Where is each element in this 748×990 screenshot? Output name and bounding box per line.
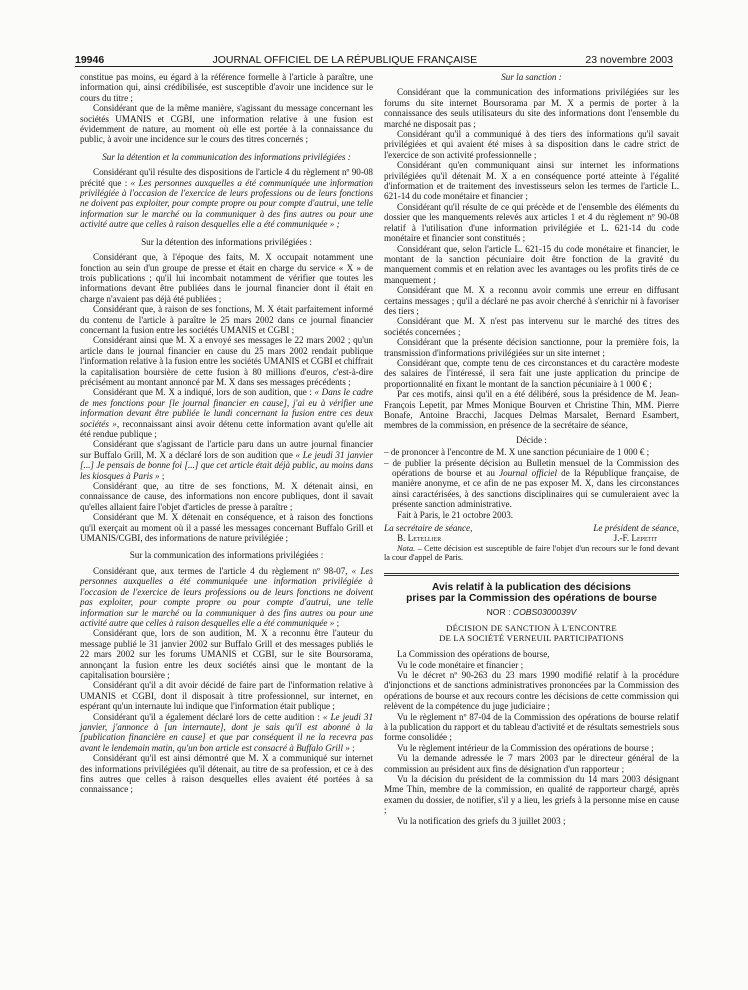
text: – de publier la présente décision au Bulletin mensuel de la Commission des opérations de bourse et au [384, 457, 679, 479]
notice-title [384, 582, 679, 605]
quote: « Les personnes auxquelles a été communiquée une information privilégiée à l'occasion de l'exercice de leurs professions ou de leurs fonctions ne doivent pas exploiter, pour compte propre ou pour compte d'autrui, une telle information sur le marché ou la communiquer à des fins autres ou pour une activité autre que celles à raison desquelles elle a été communiquée » ; [80, 177, 373, 230]
paragraph: Considérant que la communication des informations privilégiées sur les forums du site internet Boursorama par M. X a permis de porter à la connaissance des seuls utilisateurs du site des informations dont l'ensemble du marché ne disposait pas ; [384, 87, 679, 129]
visa: Vu la décision du président de la commission du 14 mars 2003 désignant Mme Thin, membre de la commission, en qualité de rapporteur chargé, après examen du dossier, de notifier, s'il y a lieu, les griefs à la personne mise en cause ; [384, 773, 679, 816]
secretary-title: La secrétaire de séance, [384, 523, 473, 534]
text: Considérant que M. X a indiqué, lors de son audition, que : [93, 387, 315, 398]
paragraph [80, 439, 373, 481]
decision-title-line: DE LA SOCIÉTÉ VERNEUIL PARTICIPATIONS [439, 633, 624, 644]
quote: « Le jeudi 31 janvier, j'annonce à [un internaute], dont je sais qu'il est abonné à la [publication financière en cause] et que par conséquent il ne la recevra pas avant le lendemain matin, qu'un bon article est consacré à Buffalo Grill » [80, 711, 374, 753]
journal-name: Journal officiel [499, 468, 557, 479]
paragraph: Considérant que M. X détenait en conséquence, et à raison des fonctions qu'il exerçait au moment où il a passé les messages concernant Buffalo Grill et UMANIS/CGBI, des informations de nature privilégiée ; [80, 512, 373, 544]
section-heading: Sur la détention et la communication des informations privilégiées : [102, 151, 351, 162]
text: ; [334, 617, 340, 628]
signature-names [384, 533, 679, 543]
quote: « Dans le cadre de mes fonctions pour [le journal financier en cause], j'ai eu à vérifier une information devant être publiée le lundi concernant la fusion entre ces deux sociétés » [80, 387, 373, 429]
decision-title [384, 623, 679, 643]
text: ; [159, 470, 165, 481]
decision-title-line: DÉCISION DE SANCTION À L'ENCONTRE [446, 623, 617, 634]
paragraph: Considérant que, lors de son audition, M. X a reconnu être l'auteur du message publié le 31 janvier 2002 sur Buffalo Grill et des messages publiés le 22 mars 2002 sur les forums UMANIS et CGBI, sur le site Boursorama, annonçant la fusion entre les deux sociétés ainsi que le montant de la capitalisation boursière ; [80, 628, 373, 680]
paragraph [80, 566, 373, 628]
page-header [75, 48, 673, 66]
quote: « Les personnes auxquelles a été communiquée une information privilégiée à l'occasion de l'exercice de leurs professions ou de leurs fonctions ne doivent pas exploiter, pour compte propre ou pour compte d'autrui, une telle information sur le marché ou la communiquer à des fins autres ou pour une activité autre que celles à raison desquelles elle a été communiquée » [80, 565, 373, 628]
signature-titles [384, 523, 679, 533]
section-heading: Sur la communication des informations privilégiées : [129, 550, 324, 561]
paragraph: Considérant que, compte tenu de ces circonstances et du caractère modeste des salaires de l'intéressé, il sera fait une juste application du principe de proportionnalité en fixant le montant de la sanction pécuniaire à 1 000 € ; [384, 357, 679, 389]
text: ; [349, 742, 355, 753]
place-date: Fait à Paris, le 21 octobre 2003. [397, 509, 514, 520]
paragraph: Considérant qu'il résulte de ce qui précède et de l'ensemble des éléments du dossier que les manquements relevés aux articles 1 et 4 du règlement nº 90-08 relatif à l'utilisation d'une information privilégiée et L. 621-14 du code monétaire et financier sont constitués ; [384, 201, 679, 244]
decision-item [384, 458, 679, 510]
decide-heading: Décide : [516, 434, 547, 445]
nota [384, 544, 679, 563]
paragraph: Considérant que, à raison de ses fonctions, M. X était parfaitement informé du contenu de l'article à paraître le 25 mars 2002 dans ce journal financier concernant la fusion entre les sociétés UMANIS et CGBI ; [80, 304, 373, 335]
paragraph: Considérant que la présente décision sanctionne, pour la première fois, la transmission d'informations privilégiées sur un site internet ; [384, 337, 679, 358]
decision-item: – de prononcer à l'encontre de M. X une sanction pécuniaire de 1 000 € ; [384, 447, 650, 458]
page-number: 19946 [75, 54, 105, 66]
paragraph: Considérant que M. X n'est pas intervenu sur le marché des titres des sociétés concernées ; [384, 316, 679, 337]
secretary-name: B. Letellier [397, 533, 442, 544]
paragraph [80, 387, 373, 439]
paragraph [80, 712, 373, 754]
visa: La Commission des opérations de bourse, [397, 649, 550, 660]
text: Considérant que s'agissant de l'article paru dans un autre journal financier sur Buffalo Grill, M. X a déclaré lors de son audition que [80, 439, 373, 460]
paragraph: Considérant que, à l'époque des faits, M. X occupait notamment une fonction au sein d'un groupe de presse et était en charge du service « X » de trois publications ; qu'il lui incombait notamment de vérifier que toutes les informations devant être publiées dans le journal financier dont il était en charge n'avaient pas déjà été publiées ; [80, 252, 373, 304]
section-heading: Sur la détention des informations privilégiées : [141, 236, 312, 247]
paragraph: Par ces motifs, ainsi qu'il en a été délibéré, sous la présidence de M. Jean-François Lepetit, par Mmes Monique Bourven et Christine Thin, MM. Pierre Bonafe, Antoine Bracchi, Jacques Delmas Marsalet, Bernard Esambert, membres de la commission, en présence de la secrétaire de séance, [384, 389, 679, 431]
paragraph: Considérant qu'il a dit avoir décidé de faire part de l'information relative à UMANIS et CGBI, dont il disposait à titre professionnel, sur internet, en espérant qu'un internaute lui indique que l'information était publique ; [80, 680, 373, 712]
nota-label: Nota. [397, 543, 416, 553]
section-separator [384, 573, 679, 576]
text: Considérant que, aux termes de l'article 4 du règlement nº 98-07, [93, 565, 352, 576]
paragraph: Considérant qu'il a communiqué à des tiers des informations qu'il savait privilégiées et qui avaient été mises à sa disposition dans le cadre strict de l'exercice de son activité professionnelle ; [384, 129, 679, 160]
president-name: J.-F. Lepetit [613, 533, 657, 544]
visa: Vu la demande adressée le 7 mars 2003 par le directeur général de la commission au président aux fins de désignation d'un rapporteur ; [384, 753, 679, 774]
visa: Vu le décret nº 90-263 du 23 mars 1990 modifié relatif à la procédure d'injonctions et de sanctions administratives prononcées par la Commission des opérations de bourse et aux recours contre les décisions de cette commission qui relèvent de la compétence du juge judiciaire ; [384, 669, 679, 712]
nor-code: COBS0300039V [512, 606, 577, 617]
paragraph: Considérant ainsi que M. X a envoyé ses messages le 22 mars 2002 ; qu'un article dans le journal financier en cause du 25 mars 2002 rendait publique l'information relative à la fusion entre les sociétés UMANIS et CGBI et chiffrait la capitalisation boursière de cette fusion à 80 millions d'euros, c'est-à-dire précisément au montant annoncé par M. X dans ses messages précédents ; [80, 335, 373, 387]
quote: « Le jeudi 31 janvier [...] Je pensais de bonne foi [...] que cet article était déjà public, au moins dans les kiosques à Paris » [80, 449, 374, 481]
text: de la République française, de manière anonyme, et ce afin de ne pas exposer M. X, dans les circonstances ainsi caractérisées, à des sanctions disciplinaires qui se cumuleraient avec la présente sanction administrative. [392, 468, 680, 510]
visa: Vu le code monétaire et financier ; [397, 659, 524, 670]
paragraph: constitue pas moins, eu égard à la référence formelle à l'article à paraître, une information qui, ainsi crédibilisée, est susceptible d'avoir une incidence sur le cours du titre ; [80, 72, 373, 103]
paragraph [80, 167, 373, 229]
nor-reference [384, 607, 679, 617]
header-rule [75, 66, 673, 67]
right-column [384, 72, 679, 826]
visa: Vu la notification des griefs du 3 juillet 2003 ; [397, 815, 566, 826]
paragraph: Considérant qu'en communiquant ainsi sur internet les informations privilégiées qu'il détenait M. X a en conséquence porté atteinte à l'égalité d'information et de traitement des investisseurs selon les termes de l'article L. 621-14 du code monétaire et financier ; [384, 160, 679, 202]
visa: Vu le règlement intérieur de la Commission des opérations de bourse ; [397, 742, 654, 753]
paragraph: Considérant que de la même manière, s'agissant du message concernant les sociétés UMANIS et CGBI, une information relative à une fusion est évidemment de nature, au moment où elle est portée à la connaissance du public, à avoir une incidence sur le cours des titres concernés ; [80, 103, 373, 145]
paragraph: Considérant que, au titre de ses fonctions, M. X détenait ainsi, en connaissance de cause, des informations non encore publiques, dont il savait qu'elles allaient faire l'objet d'articles de presse à paraître ; [80, 481, 373, 512]
paragraph: Considérant que, selon l'article L. 621-15 du code monétaire et financier, le montant de la sanction pécuniaire doit être fonction de la gravité du manquement commis et en relation avec les avantages ou les profits tirés de ce manquement ; [384, 243, 679, 285]
visa: Vu le règlement nº 87-04 de la Commission des opérations de bourse relatif à la publication du rapport et du tableau d'activité et de résultats semestriels sous forme consolidée ; [384, 711, 679, 743]
section-heading: Sur la sanction : [501, 72, 562, 82]
paragraph: Considérant qu'il est ainsi démontré que M. X a communiqué sur internet des informations privilégiées qu'il détenait, au titre de sa profession, et ce à des fins autres que celles à raison desquelles elles avaient été portées à sa connaissance ; [80, 753, 373, 795]
text: , reconnaissant ainsi avoir détenu cette information avant qu'elle ait été rendue publique ; [80, 418, 374, 439]
notice-title-line: prises par la Commission des opérations de bourse [406, 593, 657, 605]
journal-title: JOURNAL OFFICIEL DE LA RÉPUBLIQUE FRANÇAISE [212, 54, 478, 66]
president-title: Le président de séance, [593, 523, 679, 534]
nota-text: – Cette décision est susceptible de faire l'objet d'un recours sur le fond devant la cour d'appel de Paris. [384, 543, 679, 563]
text: Considérant qu'il résulte des dispositions de l'article 4 du règlement nº 90-08 précité que : [80, 167, 373, 188]
issue-date: 23 novembre 2003 [585, 54, 673, 66]
left-column [80, 72, 373, 795]
nor-label: NOR : [486, 606, 513, 617]
text: Considérant qu'il a également déclaré lors de cette audition : [93, 711, 323, 722]
notice-title-line: Avis relatif à la publication des décisions [432, 581, 631, 593]
paragraph: Considérant que M. X a reconnu avoir commis une erreur en diffusant certains messages ; qu'il a déclaré ne pas avoir cherché à s'enrichir ni à favoriser des tiers ; [384, 285, 679, 316]
